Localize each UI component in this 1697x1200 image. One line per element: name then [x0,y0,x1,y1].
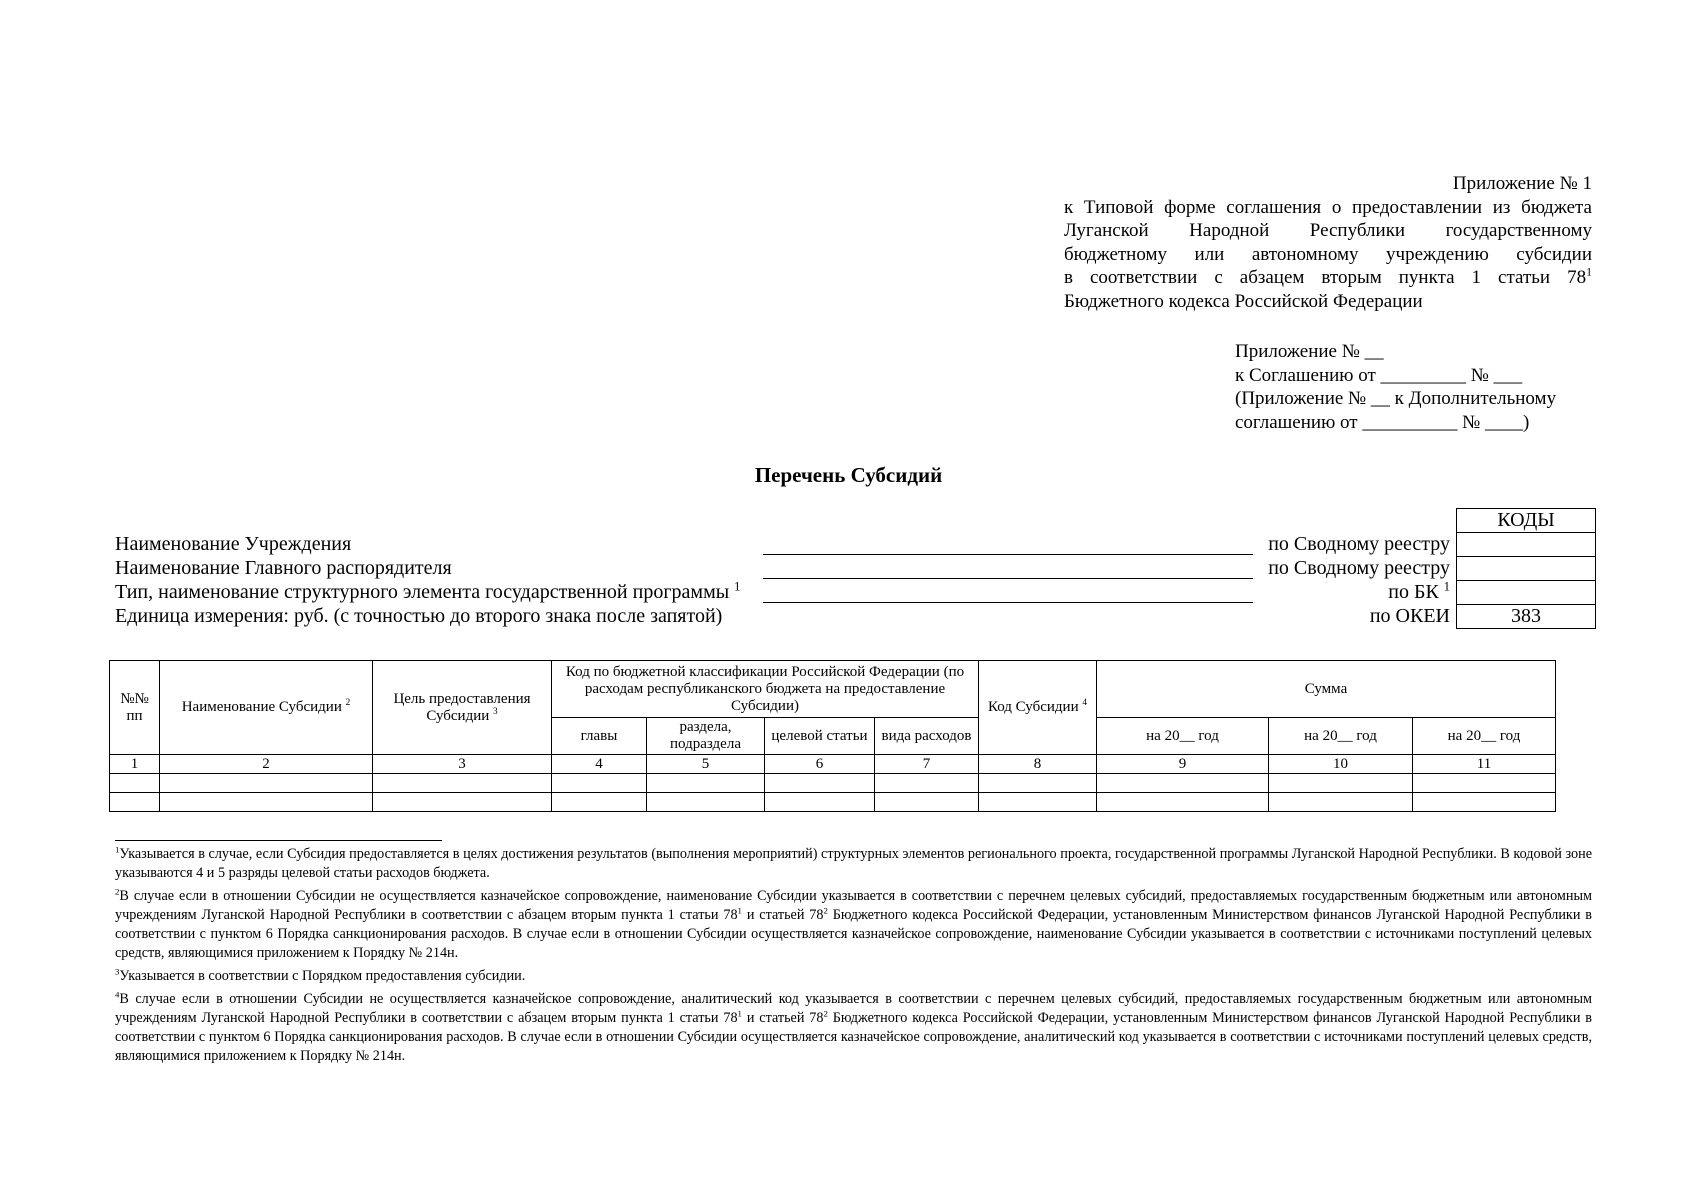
subheader-section: раздела, подраздела [647,718,765,755]
field-register-label: по Сводному реестру [1268,557,1450,579]
table-cell[interactable] [1097,793,1269,812]
subheader-year: на 20__ год [1097,718,1269,755]
footnote-1: $^1$Указывается в случае, если Субсидия предоставляется в целях достижения результатов (выполнения мероприятий) структурных элементов регионального проекта, государственной программы Луганской Народной Республики. В кодовой зоне указываются 4 и 5 разряды целевой статьи расходов бюджета. [115,844,1592,881]
header-number: №№ пп [110,661,160,755]
table-cell[interactable] [1269,793,1413,812]
codes-table [1456,508,1596,629]
table-cell[interactable] [160,793,373,812]
attachment-line: (Приложение № __ к Дополнительному [1235,388,1557,410]
field-register-label: по БК $^1$ [1388,579,1450,603]
column-numbers-row [110,755,1556,774]
table-cell[interactable] [765,793,875,812]
column-number: 4 [552,755,647,774]
appendix-line: Бюджетного кодекса Российской Федерации [1064,290,1423,312]
appendix-line: к Типовой форме соглашения о предоставлении из бюджета [1064,196,1592,218]
footnote-separator [115,840,442,841]
header-subsidy-code: Код Субсидии $^4$ [979,661,1097,755]
field-register-label: по ОКЕИ [1369,605,1450,627]
header-subsidy-name: Наименование Субсидии $^2$ [160,661,373,755]
field-label-unit: Единица измерения: руб. (с точностью до второго знака после запятой) [115,605,723,627]
appendix-header [1064,172,1592,314]
appendix-line: Луганской Народной Республики государственному [1064,220,1592,242]
codes-header: КОДЫ [1457,509,1596,533]
subheader-chapter: главы [552,718,647,755]
table-cell[interactable] [1413,793,1556,812]
field-input-main-manager[interactable] [763,578,1253,579]
footnotes [115,845,1592,1070]
field-label-main-manager: Наименование Главного распорядителя [115,557,452,579]
appendix-line: бюджетному или автономному учреждению субсидии [1064,243,1592,265]
subsidies-table [109,660,1556,812]
column-number: 3 [373,755,552,774]
field-input-institution[interactable] [763,554,1253,555]
footnote-ref: 1 [734,579,741,594]
table-cell[interactable] [110,793,160,812]
column-number: 10 [1269,755,1413,774]
footnote-ref: 1 [1443,579,1450,594]
table-row [110,793,1556,812]
table-cell[interactable] [979,793,1097,812]
attachment-line: к Соглашению от _________ № ___ [1235,364,1523,386]
footnote-3: $^3$Указывается в соответствии с Порядком предоставления субсидии. [115,966,526,984]
table-row [110,774,1556,793]
field-label-program-element: Тип, наименование структурного элемента государственной программы $^1$ [115,579,741,603]
subheader-target-article: целевой статьи [765,718,875,755]
table-cell[interactable] [552,793,647,812]
table-cell[interactable] [552,774,647,793]
subheader-year: на 20__ год [1269,718,1413,755]
attachment-block [1235,340,1615,434]
column-number: 8 [979,755,1097,774]
header-budget-classification: Код по бюджетной классификации Российской Федерации (по расходам республиканского бюджета на предоставление Субсидии) [552,661,979,718]
table-cell[interactable] [875,793,979,812]
table-cell[interactable] [979,774,1097,793]
footnote-ref: 3 [493,706,498,717]
table-cell[interactable] [373,793,552,812]
code-cell[interactable] [1457,533,1596,557]
code-cell[interactable] [1457,557,1596,581]
column-number: 7 [875,755,979,774]
subheader-expense-type: вида расходов [875,718,979,755]
table-cell[interactable] [1413,774,1556,793]
subheader-year: на 20__ год [1413,718,1556,755]
table-cell[interactable] [765,774,875,793]
field-label-institution: Наименование Учреждения [115,533,352,555]
table-cell[interactable] [160,774,373,793]
footnote-ref: 2 [345,698,351,708]
attachment-line: соглашению от __________ № ____) [1235,411,1530,433]
field-input-program-element[interactable] [763,602,1253,603]
column-number: 11 [1413,755,1556,774]
table-cell[interactable] [373,774,552,793]
document-title: Перечень Субсидий [754,463,943,487]
column-number: 2 [160,755,373,774]
column-number: 1 [110,755,160,774]
footnote-2: $^2$В случае если в отношении Субсидии не осуществляется казначейское сопровождение, наименование Субсидии указывается в соответствии с перечнем целевых субсидий, предоставляемых государственным бюджетным или автономным учреждениям Луганской Народной Республики в соответствии с абзацем вторым пункта 1 статьи $78^1$ и статьей $78^2$ Бюджетного кодекса Российской Федерации, установленным Министерством финансов Луганской Народной Республики в соответствии с пунктом 6 Порядка санкционирования расходов. В случае если в отношении Субсидии осуществляется казначейское сопровождение, наименование Субсидии указывается в соответствии с источниками поступлений целевых средств, являющимися приложением к Порядку № 214н. [115,886,1592,961]
column-number: 9 [1097,755,1269,774]
table-cell[interactable] [1269,774,1413,793]
table-cell[interactable] [647,774,765,793]
table-cell[interactable] [1097,774,1269,793]
code-cell-okei[interactable]: 383 [1457,605,1596,629]
field-register-label: по Сводному реестру [1268,533,1450,555]
attachment-line: Приложение № __ [1235,341,1384,362]
appendix-number: Приложение № 1 [1452,173,1592,194]
header-goal: Цель предоставления Субсидии $^3$ [373,661,552,755]
table-cell[interactable] [110,774,160,793]
table-cell[interactable] [875,774,979,793]
column-number: 5 [647,755,765,774]
footnote-ref: 4 [1082,698,1088,708]
appendix-line: в соответствии с абзацем вторым пункта 1 статьи $78^1$ [1064,266,1592,289]
table-cell[interactable] [647,793,765,812]
header-sum: Сумма [1097,661,1556,718]
footnote-4: $^4$В случае если в отношении Субсидии не осуществляется казначейское сопровождение, аналитический код указывается в соответствии с перечнем целевых субсидий, предоставляемых государственным бюджетным или автономным учреждениям Луганской Народной Республики в соответствии с абзацем вторым пункта 1 статьи $78^1$ и статьей $78^2$ Бюджетного кодекса Российской Федерации, установленным Министерством финансов Луганской Народной Республики в соответствии с пунктом 6 Порядка санкционирования расходов. В случае если в отношении Субсидии осуществляется казначейское сопровождение, аналитический код указывается в соответствии с источниками поступлений целевых средств, являющимися приложением к Порядку № 214н. [115,989,1592,1064]
footnote-ref: 1 [1586,266,1592,280]
column-number: 6 [765,755,875,774]
code-cell[interactable] [1457,581,1596,605]
